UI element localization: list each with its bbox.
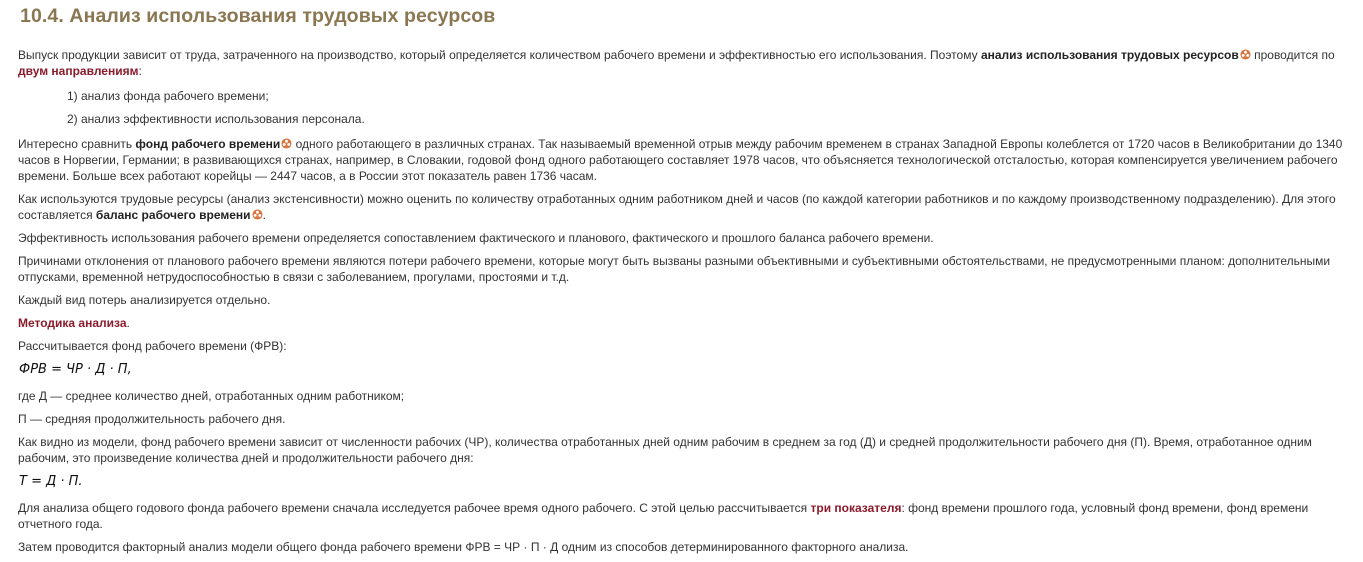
factor-analysis-paragraph: Затем проводится факторный анализ модели общего фонда рабочего времени ФРВ = ЧР · П · Д одним из способов детерминированного факторного анализа. [18, 540, 909, 554]
list-item: 2) анализ эффективности использования персонала. [67, 112, 365, 126]
link-two-directions[interactable]: двум направлениям [18, 64, 139, 78]
losses-paragraph: Причинами отклонения от планового рабочего времени являются потери рабочего времени, которые могут быть вызваны разными объективными и субъективными обстоятельствами, не предусмотренными планом: дополнительными отпусками, временной нетрудоспособностью в связи с заболеванием, прогулами, простоями и т.д. [18, 254, 1331, 284]
days-definition: где Д — среднее количество дней, отработанных одним работником; [18, 389, 405, 403]
glossary-icon[interactable] [281, 138, 292, 149]
article-body [18, 47, 1356, 562]
annual-fund-paragraph: Для анализа общего годового фонда рабочего времени сначала исследуется рабочее время одного рабочего. С этой целью рассчитывается три показателя: фонд времени прошлого года, условный фонд времени, фонд времени отчетного года. [18, 501, 1309, 531]
link-method[interactable]: Методика анализа [18, 316, 127, 330]
method-heading: Методика анализа. [18, 316, 130, 330]
formula-t: Т = Д · П. [19, 474, 83, 489]
glossary-icon[interactable] [1240, 49, 1251, 60]
efficiency-paragraph: Эффективность использования рабочего времени определяется сопоставлением фактического и планового, фактического и прошлого баланса рабочего времени. [18, 231, 934, 245]
glossary-icon[interactable] [252, 209, 263, 220]
calc-paragraph: Рассчитывается фонд рабочего времени (ФРВ): [18, 339, 287, 353]
separate-analysis-paragraph: Каждый вид потерь анализируется отдельно. [18, 293, 271, 307]
term-work-time-balance[interactable]: баланс рабочего времени [95, 208, 251, 222]
term-labor-resources[interactable]: анализ использования трудовых ресурсов [980, 48, 1239, 62]
intro-paragraph: Выпуск продукции зависит от труда, затраченного на производство, который определяется количеством рабочего времени и эффективностью его использования. Поэтому анализ использования трудовых ресурсов проводится по двум направлениям: [18, 48, 1335, 78]
extensive-paragraph: Как используются трудовые ресурсы (анализ экстенсивности) можно оценить по количеству отработанных одним работником дней и часов (по каждой категории работников и по каждому производственному подразделению). Для этого составляется баланс рабочего времени . [18, 192, 1336, 222]
formula-frv: ФРВ = ЧР · Д · П, [19, 362, 132, 377]
directions-list [18, 88, 1356, 127]
model-paragraph: Как видно из модели, фонд рабочего времени зависит от численности рабочих (ЧР), количества отработанных дней одним рабочим в среднем за год (Д) и средней продолжительности рабочего дня (П). Время, отработанное одним рабочим, это произведение количества дней и продолжительности рабочего дня: [18, 435, 1312, 465]
duration-definition: П — средняя продолжительность рабочего дня. [18, 412, 286, 426]
term-work-time-fund[interactable]: фонд рабочего времени [135, 137, 281, 151]
list-item: 1) анализ фонда рабочего времени; [67, 89, 269, 103]
countries-paragraph: Интересно сравнить фонд рабочего времени одного работающего в различных странах. Так называемый временной отрыв между рабочим временем в странах Западной Европы колеблется от 1720 часов в Великобритании до 1340 часов в Норвегии, Германии; в развивающихся странах, например, в Словакии, годовой фонд одного работающего составляет 1978 часов, что объясняется технологической отсталостью, которая компенсируется увеличением рабочего времени. Больше всех работают корейцы — 2447 часов, а в России этот показатель равен 1736 часам. [18, 137, 1343, 183]
page-title: 10.4. Анализ использования трудовых ресурсов [20, 5, 496, 27]
link-three-indicators[interactable]: три показателя [810, 501, 902, 515]
